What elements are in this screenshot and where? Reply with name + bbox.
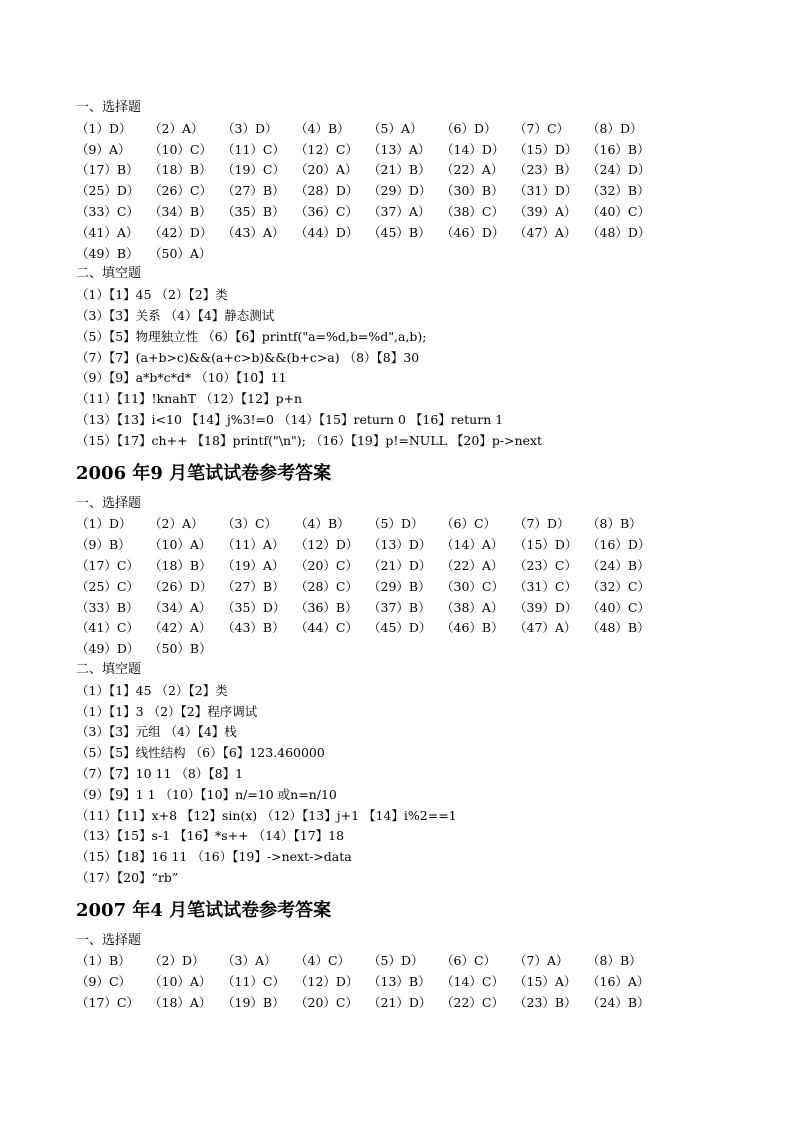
choice-answer: （45）D） [368, 620, 432, 636]
fill-heading-2: 二、填空题 [76, 661, 142, 677]
choice-answer: （37）B） [368, 599, 431, 615]
choice-answer: （18）B） [149, 162, 212, 178]
choice-answer: （14）D） [441, 141, 505, 157]
choice-row [76, 993, 766, 1014]
choice-heading-1: 一、选择题 [76, 100, 142, 115]
choice-answer: （28）C） [295, 578, 358, 594]
choice-answer: （36）B） [295, 599, 358, 615]
choice-answer: （32）C） [587, 578, 650, 594]
choice-answer: （36）C） [295, 203, 358, 219]
fill-answer-line: （5）【5】线性结构 （6）【6】123.460000 [76, 745, 325, 761]
choice-answer: （14）C） [441, 974, 504, 990]
choice-answer: （18）A） [149, 995, 212, 1011]
fill-answer-line: （11）【11】x+8 【12】sin(x) （12）【13】j+1 【14】i%2==1 [76, 807, 457, 823]
choice-answer: （46）D） [441, 224, 505, 240]
choice-answer: （9）A） [76, 141, 131, 157]
fill-answer-line: （7）【7】(a+b>c)&&(a+c>b)&&(b+c>a) （8）【8】30 [76, 349, 420, 365]
choice-answer: （1）B） [76, 953, 131, 969]
choice-answer: （16）D） [587, 537, 651, 553]
choice-answers-3 [76, 951, 766, 1013]
choice-answer: （7）C） [514, 120, 570, 136]
choice-answer: （45）B） [368, 224, 431, 240]
choice-answer: （46）B） [441, 620, 504, 636]
choice-answer: （3）C） [222, 516, 278, 532]
fill-answer-line: （15）【17】ch++ 【18】printf("\n"); （16）【19】p!=NULL 【20】p->next [76, 432, 543, 448]
choice-answer: （37）A） [368, 203, 431, 219]
choice-answer: （13）D） [368, 537, 432, 553]
choice-heading-3: 一、选择题 [76, 932, 142, 948]
choice-answer: （4）B） [295, 120, 350, 136]
choice-answer: （42）A） [149, 620, 212, 636]
choice-answer: （7）A） [514, 953, 569, 969]
choice-row [76, 951, 766, 972]
choice-answer: （15）D） [514, 537, 578, 553]
choice-row [76, 514, 766, 535]
choice-answer: （10）A） [149, 537, 212, 553]
choice-answer: （19）A） [222, 557, 285, 573]
choice-answer: （30）C） [441, 578, 504, 594]
choice-answer: （16）A） [587, 974, 650, 990]
fill-answer-line: （1）【1】3 （2）【2】程序调试 [76, 703, 258, 719]
choice-row [76, 119, 766, 140]
choice-answer: （8）D） [587, 120, 643, 136]
fill-answer-line: （5）【5】物理独立性 （6）【6】printf("a=%d,b=%d",a,b); [76, 328, 427, 344]
choice-answer: （31）D） [514, 183, 578, 199]
choice-answer: （38）A） [441, 599, 504, 615]
choice-answer: （12）D） [295, 974, 359, 990]
choice-answer: （1）D） [76, 516, 132, 532]
choice-answer: （43）B） [222, 620, 285, 636]
fill-answer-line: （1）【1】45 （2）【2】类 [76, 287, 228, 303]
choice-answer: （10）C） [149, 141, 212, 157]
choice-answer: （11）A） [222, 537, 285, 553]
choice-answer: （32）B） [587, 183, 650, 199]
choice-answer: （50）A） [149, 245, 212, 261]
choice-answer: （27）B） [222, 183, 285, 199]
fill-heading-1: 二、填空题 [76, 266, 142, 282]
fill-answers-1 [76, 285, 766, 451]
choice-row [76, 618, 766, 639]
choice-row [76, 972, 766, 993]
choice-answer: （12）D） [295, 537, 359, 553]
choice-answer: （4）B） [295, 516, 350, 532]
fill-answer-line: （11）【11】!knahT （12）【12】p+n [76, 391, 303, 407]
choice-answer: （24）B） [587, 557, 650, 573]
choice-answer: （1）D） [76, 120, 132, 136]
choice-answer: （22）A） [441, 162, 504, 178]
choice-answers-1 [76, 119, 766, 265]
choice-answer: （35）D） [222, 599, 286, 615]
choice-answer: （30）B） [441, 183, 504, 199]
fill-answer-line: （17）【20】“rb” [76, 869, 179, 885]
choice-answer: （6）C） [441, 953, 497, 969]
choice-answer: （24）B） [587, 995, 650, 1011]
choice-answer: （9）B） [76, 537, 131, 553]
choice-answer: （48）D） [587, 224, 651, 240]
choice-answer: （38）C） [441, 203, 504, 219]
choice-answer: （31）C） [514, 578, 577, 594]
choice-answer: （33）B） [76, 599, 139, 615]
choice-answer: （5）A） [368, 120, 423, 136]
fill-answer-line: （3）【3】元组 （4）【4】栈 [76, 724, 237, 740]
fill-answer-line: （13）【13】i<10 【14】j%3!=0 （14）【15】return 0 【16】return 1 [76, 411, 504, 427]
fill-answer-line: （9）【9】1 1 （10）【10】n/=10 或n=n/10 [76, 786, 337, 802]
fill-answer-line: （3）【3】关系 （4）【4】静态测试 [76, 307, 275, 323]
choice-row [76, 556, 766, 577]
choice-answer: （40）C） [587, 599, 650, 615]
choice-answer: （3）A） [222, 953, 277, 969]
choice-answer: （2）A） [149, 120, 204, 136]
choice-answer: （21）B） [368, 162, 431, 178]
choice-answer: （11）C） [222, 141, 285, 157]
choice-answer: （6）D） [441, 120, 497, 136]
choice-answer: （22）A） [441, 557, 504, 573]
choice-answer: （41）A） [76, 224, 139, 240]
choice-answer: （49）D） [76, 641, 140, 657]
choice-answer: （5）D） [368, 516, 424, 532]
choice-answer: （23）B） [514, 995, 577, 1011]
choice-answer: （2）A） [149, 516, 204, 532]
choice-answer: （17）C） [76, 995, 139, 1011]
choice-answer: （42）D） [149, 224, 213, 240]
choice-answer: （18）B） [149, 557, 212, 573]
choice-answer: （16）B） [587, 141, 650, 157]
choice-answers-2 [76, 514, 766, 660]
choice-answer: （39）D） [514, 599, 578, 615]
fill-answer-line: （7）【7】10 11 （8）【8】1 [76, 765, 244, 781]
choice-answer: （21）D） [368, 995, 432, 1011]
choice-answer: （40）C） [587, 203, 650, 219]
fill-answer-line: （1）【1】45 （2）【2】类 [76, 682, 228, 698]
fill-answer-line: （13）【15】s-1 【16】*s++ （14）【17】18 [76, 828, 345, 844]
choice-answer: （8）B） [587, 516, 642, 532]
choice-answer: （12）C） [295, 141, 358, 157]
choice-row [76, 244, 766, 265]
choice-answer: （44）C） [295, 620, 358, 636]
choice-answer: （28）D） [295, 183, 359, 199]
choice-answer: （29）B） [368, 578, 431, 594]
choice-answer: （20）C） [295, 557, 358, 573]
choice-answer: （13）B） [368, 974, 431, 990]
section-title-2007-04: 2007 年4 月笔试试卷参考答案 [76, 899, 332, 921]
choice-answer: （29）D） [368, 183, 432, 199]
choice-answer: （26）C） [149, 183, 212, 199]
choice-answer: （5）D） [368, 953, 424, 969]
choice-answer: （34）A） [149, 599, 212, 615]
choice-row [76, 535, 766, 556]
choice-answer: （27）B） [222, 578, 285, 594]
choice-answer: （20）C） [295, 995, 358, 1011]
fill-answer-line: （15）【18】16 11 （16）【19】->next->data [76, 849, 352, 865]
choice-answer: （14）A） [441, 537, 504, 553]
choice-answer: （15）A） [514, 974, 577, 990]
choice-answer: （7）D） [514, 516, 570, 532]
choice-answer: （23）B） [514, 162, 577, 178]
choice-answer: （39）A） [514, 203, 577, 219]
choice-row [76, 181, 766, 202]
choice-answer: （17）B） [76, 162, 139, 178]
choice-row [76, 202, 766, 223]
choice-answer: （11）C） [222, 974, 285, 990]
choice-answer: （26）D） [149, 578, 213, 594]
choice-answer: （13）A） [368, 141, 431, 157]
choice-answer: （15）D） [514, 141, 578, 157]
choice-answer: （9）C） [76, 974, 132, 990]
choice-answer: （23）C） [514, 557, 577, 573]
choice-answer: （8）B） [587, 953, 642, 969]
choice-row [76, 140, 766, 161]
choice-row [76, 639, 766, 660]
choice-answer: （19）C） [222, 162, 285, 178]
choice-answer: （34）B） [149, 203, 212, 219]
choice-answer: （3）D） [222, 120, 278, 136]
choice-answer: （2）D） [149, 953, 205, 969]
choice-row [76, 223, 766, 244]
choice-answer: （17）C） [76, 557, 139, 573]
choice-answer: （47）A） [514, 224, 577, 240]
choice-answer: （44）D） [295, 224, 359, 240]
choice-answer: （10）A） [149, 974, 212, 990]
choice-answer: （25）C） [76, 578, 139, 594]
choice-answer: （21）D） [368, 557, 432, 573]
choice-heading-2: 一、选择题 [76, 495, 142, 511]
choice-row [76, 160, 766, 181]
choice-answer: （35）B） [222, 203, 285, 219]
choice-answer: （6）C） [441, 516, 497, 532]
choice-answer: （33）C） [76, 203, 139, 219]
choice-answer: （25）D） [76, 183, 140, 199]
choice-answer: （49）B） [76, 245, 139, 261]
section-title-2006-09: 2006 年9 月笔试试卷参考答案 [76, 462, 332, 484]
choice-answer: （20）A） [295, 162, 358, 178]
choice-answer: （22）C） [441, 995, 504, 1011]
choice-answer: （43）A） [222, 224, 285, 240]
choice-answer: （47）A） [514, 620, 577, 636]
choice-row [76, 598, 766, 619]
document-content [76, 98, 766, 1014]
choice-answer: （4）C） [295, 953, 351, 969]
fill-answers-2 [76, 681, 766, 889]
choice-row [76, 577, 766, 598]
choice-answer: （19）B） [222, 995, 285, 1011]
choice-answer: （50）B） [149, 641, 212, 657]
choice-answer: （48）B） [587, 620, 650, 636]
choice-answer: （24）D） [587, 162, 651, 178]
fill-answer-line: （9）【9】a*b*c*d* （10）【10】11 [76, 370, 287, 386]
choice-answer: （41）C） [76, 620, 139, 636]
